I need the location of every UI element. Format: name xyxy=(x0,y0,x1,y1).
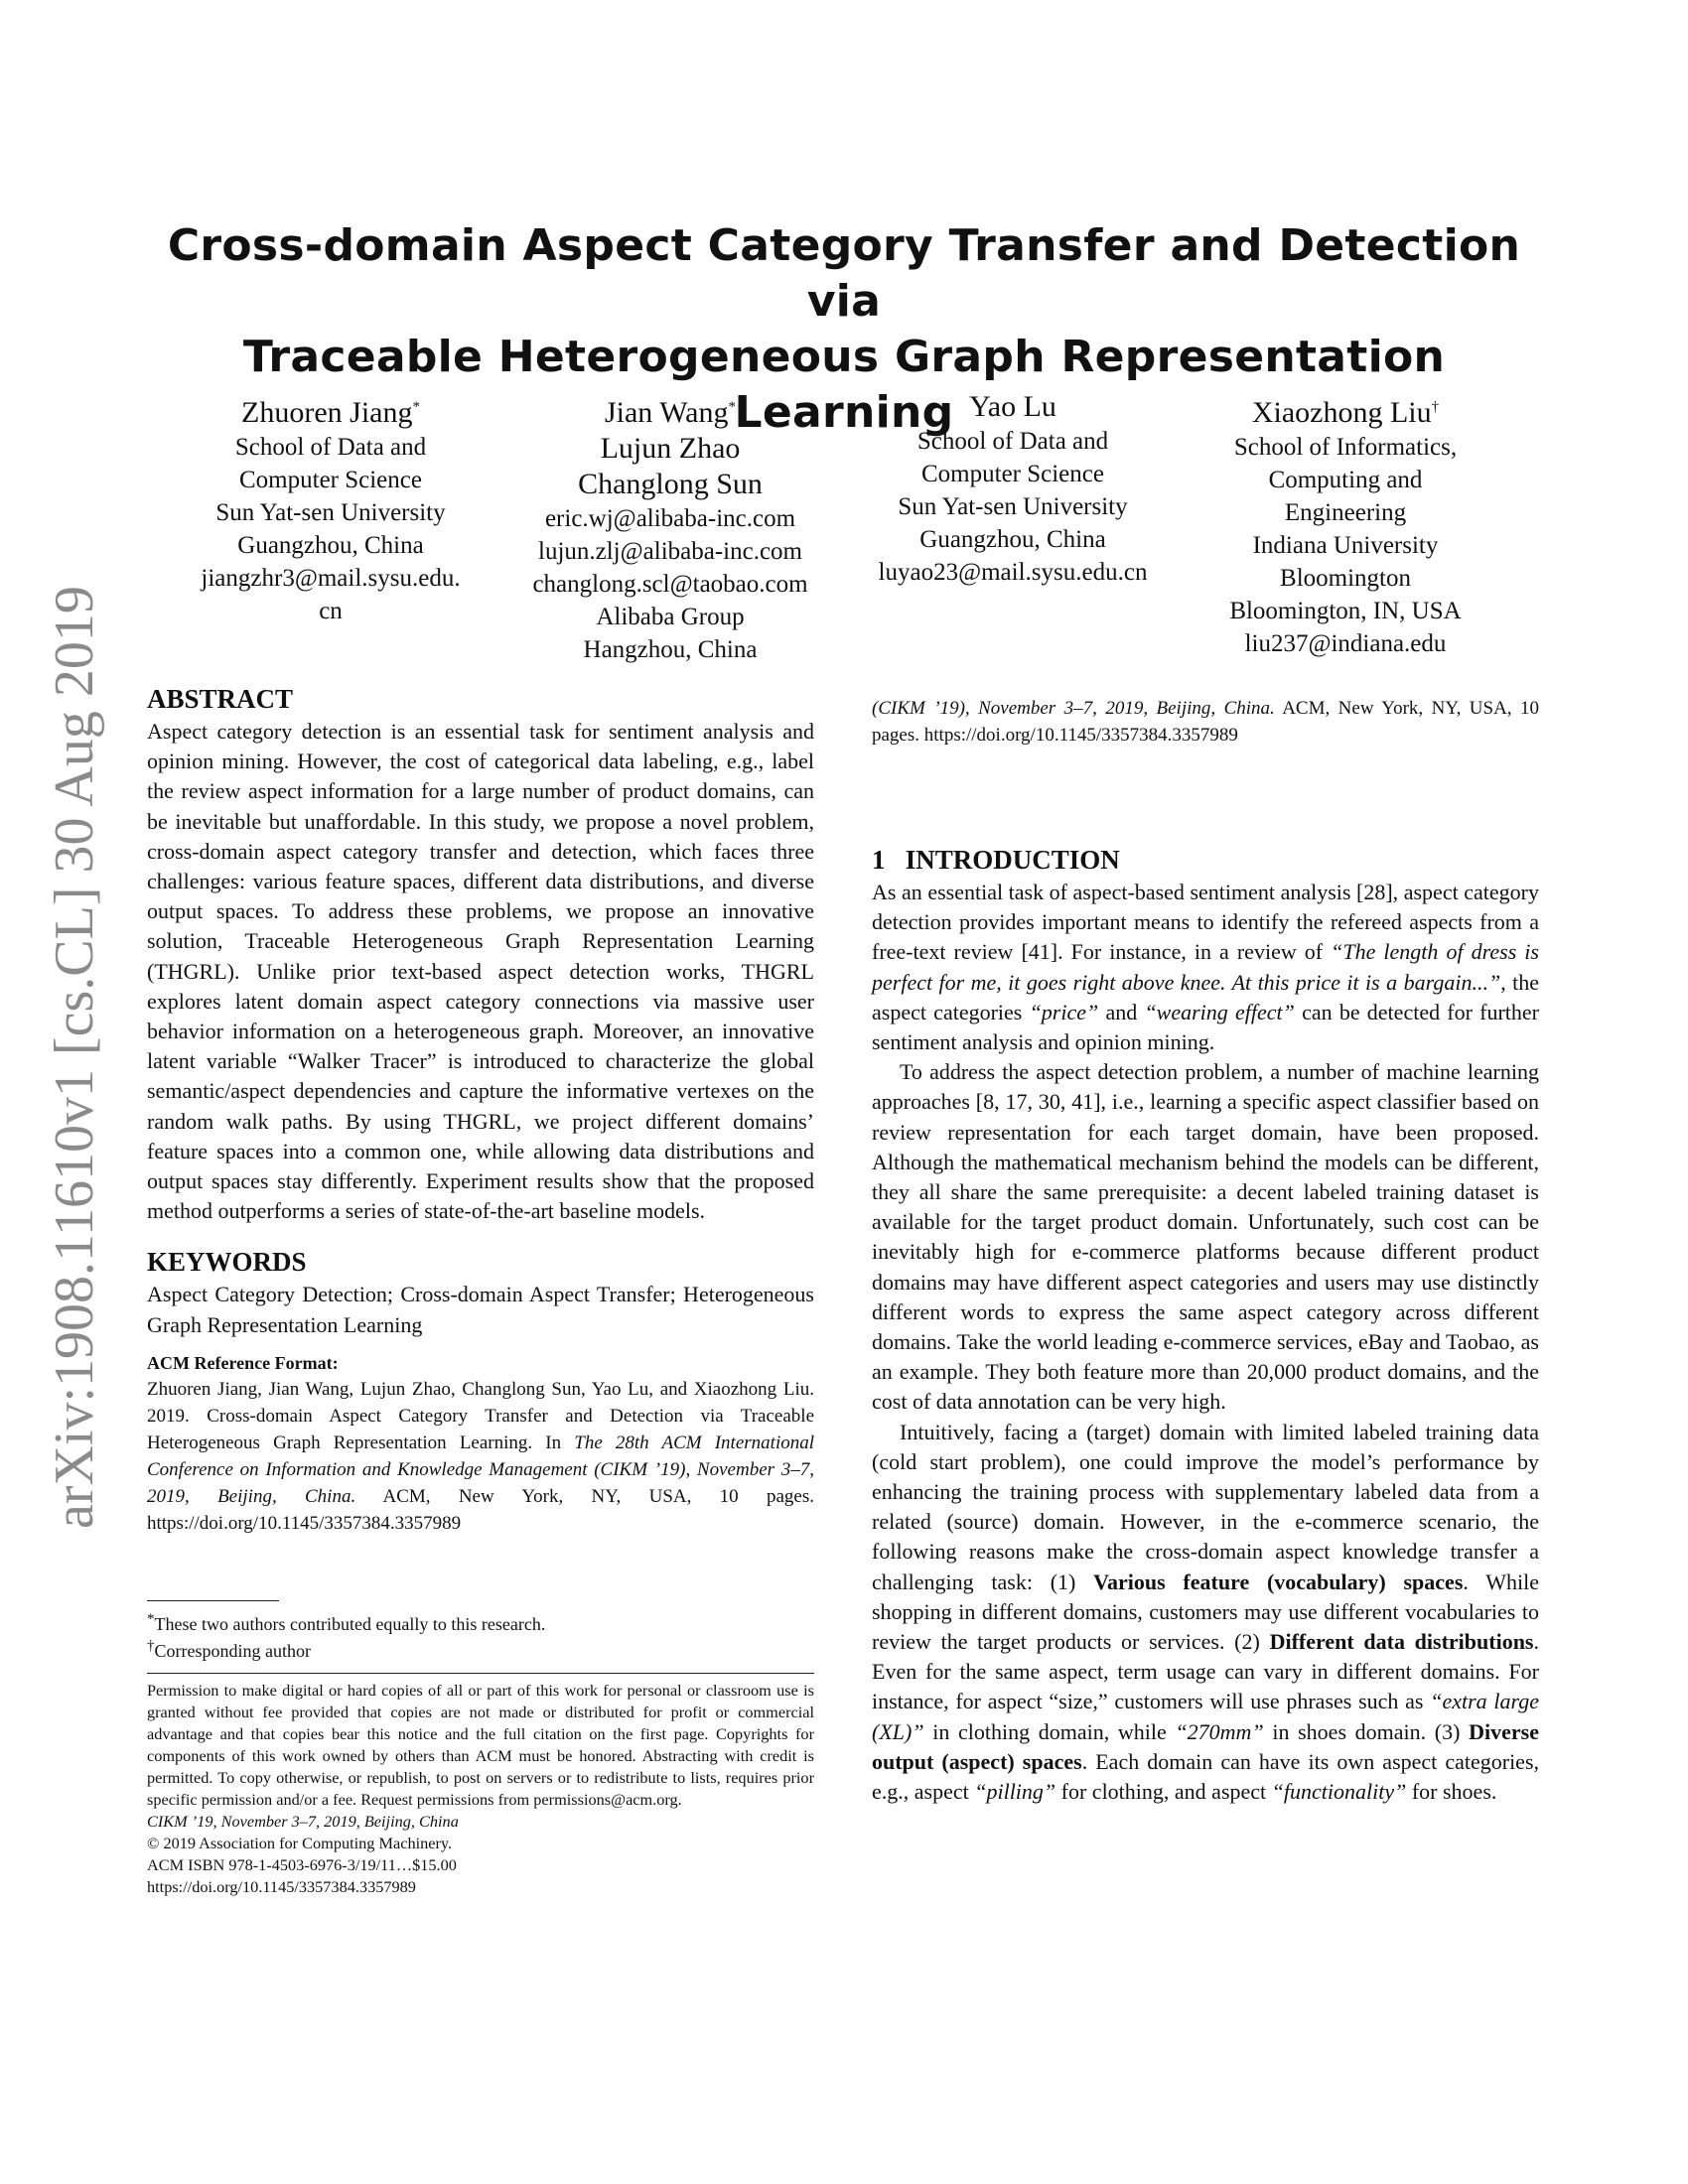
author-affiliation: Sun Yat-sen University xyxy=(898,493,1128,520)
arxiv-stamp: arXiv:1908.11610v1 [cs.CL] 30 Aug 2019 xyxy=(44,586,105,1529)
author-name: Lujun Zhao xyxy=(600,432,741,465)
author-affiliation: Alibaba Group xyxy=(596,604,745,630)
author-name: Zhuoren Jiang* xyxy=(241,396,420,429)
reference-continuation xyxy=(872,695,1539,749)
footnotes xyxy=(147,1608,814,1662)
left-column xyxy=(147,681,814,1537)
author-affiliation: Engineering xyxy=(1284,499,1407,526)
title-line-2: Traceable Heterogeneous Graph Representation Learning xyxy=(242,332,1446,438)
permission-copyright: © 2019 Association for Computing Machinery. xyxy=(147,1834,453,1852)
author-email: jiangzhr3@mail.sysu.edu. xyxy=(201,565,461,592)
author-block-2 xyxy=(501,389,839,666)
author-block-4 xyxy=(1196,389,1494,660)
reference-text: Zhuoren Jiang, Jian Wang, Lujun Zhao, Changlong Sun, Yao Lu, and Xiaozhong Liu. 2019. Cross-domain Aspect Category Transfer and Detection via Traceable Heterogeneous Graph Representation Learning. In The 28th ACM International Conference on Information and Knowledge Management (CIKM ’19), November 3–7, 2019, Beijing, China. ACM, New York, NY, USA, 10 pages. https://doi.org/10.1145/3357384.3357989 xyxy=(147,1378,814,1534)
author-affiliation: Sun Yat-sen University xyxy=(215,499,446,526)
author-affiliation: School of Data and xyxy=(234,434,427,461)
reference-heading: ACM Reference Format: xyxy=(147,1352,339,1373)
intro-paragraph-2: To address the aspect detection problem, a number of machine learning approaches [8, 17, 30, 41], i.e., learning a specific aspect classifier based on review representation for each target domain, have been proposed. Although the mathematical mechanism behind the models can be different, they all share the same prerequisite: a decent labeled training dataset is available for the target product domain. Unfortunately, such cost can be inevitably high for e-commerce platforms because different product domains may have different aspect categories and users may use distinctly different words to express the same aspect category across different domains. Take the world leading e-commerce services, eBay and Taobao, as an example. They both feature more than 20,000 product domains, and the cost of data annotation can be very high. xyxy=(872,1059,1539,1415)
permission-rule xyxy=(147,1673,814,1674)
abstract-text: Aspect category detection is an essential task for sentiment analysis and opinion mining. However, the cost of categorical data labeling, e.g., label the review aspect information for a large number of product domains, can be inevitable but unaffordable. In this study, we propose a novel problem, cross-domain aspect category transfer and detection, which faces three challenges: various feature spaces, different data distributions, and diverse output spaces. To address these problems, we propose an innovative solution, Traceable Heterogeneous Graph Representation Learning (THGRL). Unlike prior text-based aspect detection works, THGRL explores latent domain aspect category connections via massive user behavior information on a heterogeneous graph. Moreover, an innovative latent variable “Walker Tracer” is introduced to characterize the global semantic/aspect dependencies and capture the informative vertexes on the random walk paths. By using THGRL, we project different domains’ feature spaces into a common one, while allowing data distributions and output spaces stay differently. Experiment results show that the proposed method outperforms a series of state-of-the-art baseline models. xyxy=(147,719,814,1224)
intro-heading: 1 INTRODUCTION xyxy=(872,845,1120,875)
author-email: lujun.zlj@alibaba-inc.com xyxy=(538,538,802,565)
author-email: eric.wj@alibaba-inc.com xyxy=(544,505,796,532)
keywords-heading: KEYWORDS xyxy=(147,1247,307,1278)
author-name: Xiaozhong Liu† xyxy=(1251,396,1440,429)
author-name: Jian Wang* xyxy=(604,396,736,429)
author-location: Guangzhou, China xyxy=(919,526,1106,553)
title-line-1: Cross-domain Aspect Category Transfer and Detection via xyxy=(167,220,1521,327)
author-name: Yao Lu xyxy=(969,390,1056,423)
author-affiliation: Bloomington xyxy=(1280,565,1411,592)
author-affiliation: Indiana University xyxy=(1252,532,1439,559)
reference-continuation-text: (CIKM ’19), November 3–7, 2019, Beijing, China. ACM, New York, NY, USA, 10 pages. https://doi.org/10.1145/3357384.3357989 xyxy=(872,698,1539,746)
author-block-1 xyxy=(182,389,480,627)
keywords-text: Aspect Category Detection; Cross-domain Aspect Transfer; Heterogeneous Graph Representation Learning xyxy=(147,1282,814,1337)
author-location: Bloomington, IN, USA xyxy=(1229,598,1462,624)
author-location: Guangzhou, China xyxy=(237,532,424,559)
permission-venue: CIKM ’19, November 3–7, 2019, Beijing, China xyxy=(147,1812,459,1831)
footnote-rule xyxy=(147,1600,279,1601)
author-affiliation: Computer Science xyxy=(921,461,1104,487)
author-affiliation: Computer Science xyxy=(239,467,422,493)
footnote-corresponding: †Corresponding author xyxy=(147,1638,311,1661)
author-affiliation: School of Informatics, xyxy=(1233,434,1458,461)
permission-block xyxy=(147,1680,814,1898)
right-column xyxy=(872,842,1539,1807)
author-affiliation: School of Data and xyxy=(916,428,1109,455)
intro-paragraph-3: Intuitively, facing a (target) domain with limited labeled training data (cold start problem), one could improve the model’s performance by enhancing the training process with supplementary labeled data from a related (source) domain. However, in the e-commerce scenario, the following reasons make the cross-domain aspect knowledge transfer a challenging task: (1) Various feature (vocabulary) spaces. While shopping in different domains, customers may use different vocabularies to review the target products or services. (2) Different data distributions. Even for the same aspect, term usage can vary in different domains. For instance, for aspect “size,” customers will use phrases such as “extra large (XL)” in clothing domain, while “270mm” in shoes domain. (3) Diverse output (aspect) spaces. Each domain can have its own aspect categories, e.g., aspect “pilling” for clothing, and aspect “functionality” for shoes. xyxy=(872,1419,1540,1805)
author-affiliation: Computing and xyxy=(1268,467,1423,493)
intro-paragraph-1: As an essential task of aspect-based sentiment analysis [28], aspect category detection provides important means to identify the refereed aspects from a free-text review [41]. For instance, in a review of “The length of dress is perfect for me, it goes right above knee. At this price it is a bargain...”, the aspect categories “price” and “wearing effect” can be detected for further sentiment analysis and opinion mining. xyxy=(872,880,1540,1055)
permission-text: Permission to make digital or hard copies of all or part of this work for personal or classroom use is granted without fee provided that copies are not made or distributed for profit or commercial advantage and that copies bear this notice and the full citation on the first page. Copyrights for components of this work owned by others than ACM must be honored. Abstracting with credit is permitted. To copy otherwise, or republish, to post on servers or to redistribute to lists, requires prior specific permission and/or a fee. Request permissions from permissions@acm.org. xyxy=(147,1681,814,1809)
footnote-equal: *These two authors contributed equally to this research. xyxy=(147,1611,546,1634)
author-name: Changlong Sun xyxy=(578,468,763,500)
author-location: Hangzhou, China xyxy=(583,636,758,663)
permission-doi: https://doi.org/10.1145/3357384.3357989 xyxy=(147,1877,416,1896)
author-email: changlong.scl@taobao.com xyxy=(532,571,808,598)
author-block-3 xyxy=(854,389,1172,589)
abstract-heading: ABSTRACT xyxy=(147,684,294,714)
author-email: cn xyxy=(319,598,343,624)
author-email: liu237@indiana.edu xyxy=(1244,630,1447,657)
author-email: luyao23@mail.sysu.edu.cn xyxy=(878,559,1148,586)
permission-isbn: ACM ISBN 978-1-4503-6976-3/19/11…$15.00 xyxy=(147,1855,457,1874)
